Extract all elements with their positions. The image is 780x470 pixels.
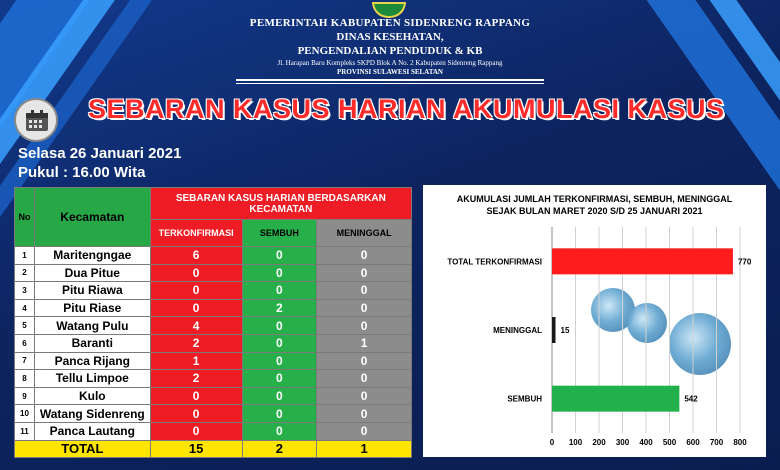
row-sembuh: 0 (242, 334, 317, 352)
row-terkonfirmasi: 2 (150, 334, 242, 352)
row-no: 3 (15, 282, 35, 300)
row-meninggal: 0 (317, 405, 412, 423)
table-row (15, 422, 412, 440)
cumulative-chart (423, 185, 766, 457)
row-terkonfirmasi: 0 (150, 387, 242, 405)
table-row (15, 317, 412, 335)
row-no: 5 (15, 317, 35, 335)
row-terkonfirmasi: 1 (150, 352, 242, 370)
chart-title-line-2: SEJAK BULAN MARET 2020 S/D 25 JANUARI 2021 (486, 206, 703, 216)
row-sembuh: 0 (242, 282, 317, 300)
row-kecamatan: Panca Lautang (34, 422, 150, 440)
row-sembuh: 0 (242, 352, 317, 370)
row-kecamatan: Tellu Limpoe (34, 370, 150, 388)
header-divider (236, 79, 544, 81)
row-meninggal: 0 (317, 387, 412, 405)
row-no: 11 (15, 422, 35, 440)
header-province: PROVINSI SULAWESI SELATAN (337, 68, 443, 76)
data-label: 542 (684, 394, 698, 404)
bar (552, 317, 556, 343)
col-sembuh-header: SEMBUH (242, 220, 317, 247)
row-no: 1 (15, 247, 35, 265)
data-label: 770 (737, 257, 752, 267)
row-sembuh: 0 (242, 422, 317, 440)
row-kecamatan: Watang Sidenreng (34, 405, 150, 423)
bar (552, 248, 733, 274)
row-no: 10 (15, 405, 35, 423)
row-terkonfirmasi: 4 (150, 317, 242, 335)
table-row (15, 370, 412, 388)
row-meninggal: 0 (317, 299, 412, 317)
row-meninggal: 0 (317, 282, 412, 300)
total-terkonfirmasi: 15 (150, 440, 242, 458)
row-sembuh: 0 (242, 387, 317, 405)
calendar-icon (14, 98, 58, 142)
row-terkonfirmasi: 0 (150, 299, 242, 317)
row-sembuh: 0 (242, 247, 317, 265)
row-kecamatan: Maritengngae (34, 247, 150, 265)
row-kecamatan: Baranti (34, 334, 150, 352)
row-kecamatan: Panca Rijang (34, 352, 150, 370)
row-meninggal: 1 (317, 334, 412, 352)
table-row (15, 387, 412, 405)
district-case-table (14, 187, 412, 458)
row-sembuh: 2 (242, 299, 317, 317)
row-terkonfirmasi: 2 (150, 370, 242, 388)
row-terkonfirmasi: 0 (150, 405, 242, 423)
table-row (15, 299, 412, 317)
row-kecamatan: Pitu Riase (34, 299, 150, 317)
header-line-1: PEMERINTAH KABUPATEN SIDENRENG RAPPANG (249, 17, 531, 29)
x-tick-label: 500 (662, 438, 677, 447)
row-terkonfirmasi: 0 (150, 422, 242, 440)
table-row (15, 264, 412, 282)
row-sembuh: 0 (242, 264, 317, 282)
header-line-3: PENGENDALIAN PENDUDUK & KB (297, 45, 483, 57)
row-terkonfirmasi: 0 (150, 282, 242, 300)
category-label: TOTAL TERKONFIRMASI (447, 257, 542, 267)
regency-logo (372, 2, 406, 18)
row-sembuh: 0 (242, 370, 317, 388)
header-divider (236, 83, 544, 84)
table-row (15, 334, 412, 352)
total-sembuh: 2 (242, 440, 317, 458)
page-title: SEBARAN KASUS HARIAN AKUMULASI KASUS (88, 94, 725, 124)
x-tick-label: 200 (592, 438, 606, 447)
row-sembuh: 0 (242, 405, 317, 423)
x-tick-label: 300 (615, 438, 630, 447)
col-meninggal-header: MENINGGAL (317, 220, 412, 247)
category-label: SEMBUH (507, 394, 542, 404)
row-meninggal: 0 (317, 264, 412, 282)
chart-plot (423, 185, 766, 457)
col-kecamatan-header: Kecamatan (34, 188, 150, 247)
header-address: Jl. Harapan Baru Kompleks SKPD Blok A No. 2 Kabupaten Sidenreng Rappang (277, 59, 503, 67)
table-row (15, 282, 412, 300)
bar (552, 386, 679, 412)
data-label: 15 (560, 326, 570, 335)
x-tick-label: 100 (568, 438, 583, 447)
row-terkonfirmasi: 0 (150, 264, 242, 282)
table-row (15, 247, 412, 265)
report-date: Selasa 26 Januari 2021 (18, 145, 182, 162)
group-header: SEBARAN KASUS HARIAN BERDASARKAN KECAMATAN (150, 188, 411, 220)
chart-title-line-1: AKUMULASI JUMLAH TERKONFIRMASI, SEMBUH, MENINGGAL (456, 194, 733, 204)
row-terkonfirmasi: 6 (150, 247, 242, 265)
row-sembuh: 0 (242, 317, 317, 335)
total-row (15, 440, 412, 458)
table-row (15, 352, 412, 370)
row-meninggal: 0 (317, 422, 412, 440)
row-no: 4 (15, 299, 35, 317)
row-no: 9 (15, 387, 35, 405)
total-label: TOTAL (15, 440, 151, 458)
row-kecamatan: Watang Pulu (34, 317, 150, 335)
row-meninggal: 0 (317, 317, 412, 335)
row-meninggal: 0 (317, 247, 412, 265)
header-line-2: DINAS KESEHATAN, (336, 31, 444, 43)
report-time: Pukul : 16.00 Wita (18, 164, 146, 181)
row-no: 2 (15, 264, 35, 282)
x-tick-label: 800 (733, 438, 747, 447)
row-kecamatan: Kulo (34, 387, 150, 405)
col-no-header: No (15, 188, 35, 247)
row-kecamatan: Dua Pitue (34, 264, 150, 282)
total-meninggal: 1 (317, 440, 412, 458)
row-meninggal: 0 (317, 370, 412, 388)
row-meninggal: 0 (317, 352, 412, 370)
row-no: 7 (15, 352, 35, 370)
row-no: 6 (15, 334, 35, 352)
x-tick-label: 700 (709, 438, 724, 447)
row-kecamatan: Pitu Riawa (34, 282, 150, 300)
table-row (15, 405, 412, 423)
row-no: 8 (15, 370, 35, 388)
x-tick-label: 0 (549, 438, 555, 447)
category-label: MENINGGAL (493, 326, 542, 335)
x-tick-label: 600 (686, 438, 700, 447)
col-terkonfirmasi-header: TERKONFIRMASI (150, 220, 242, 247)
x-tick-label: 400 (639, 438, 653, 447)
